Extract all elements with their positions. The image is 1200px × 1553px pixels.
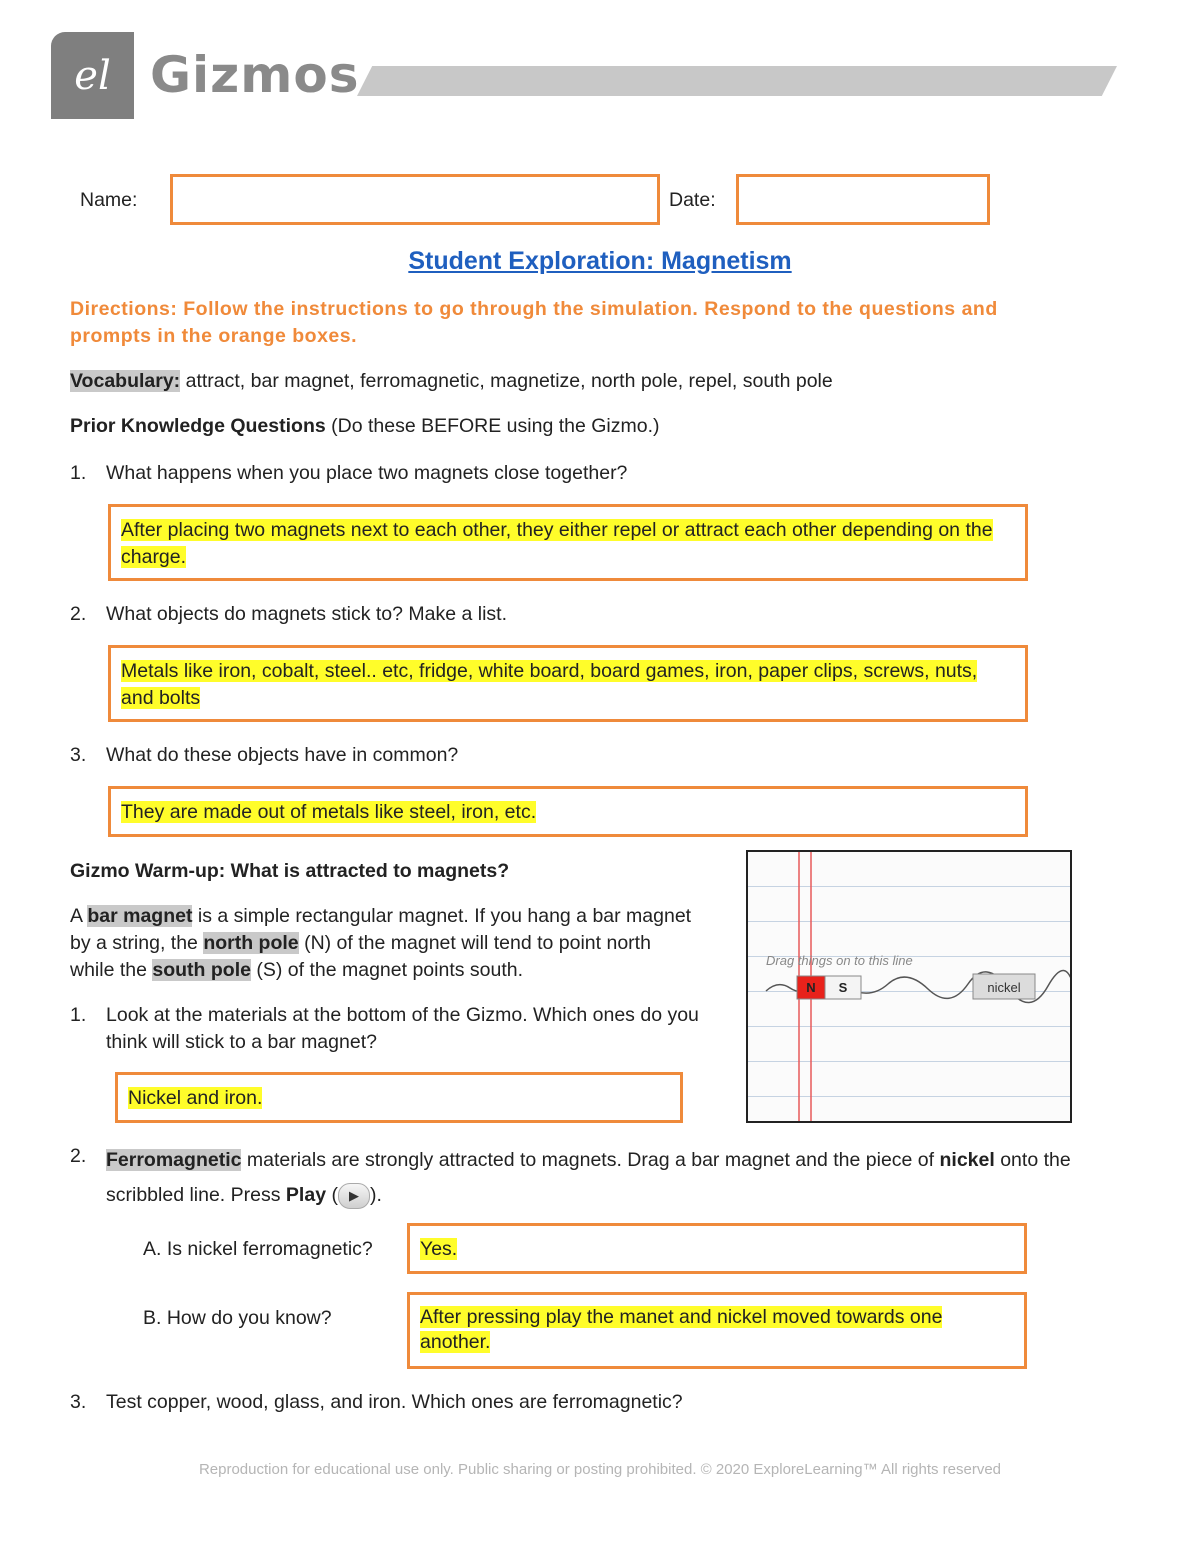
gizmo-screenshot	[746, 850, 1072, 1123]
logo-glyph: el	[74, 52, 111, 99]
term-nickel: nickel	[939, 1149, 995, 1171]
prior-knowledge-note: (Do these BEFORE using the Gizmo.)	[325, 415, 660, 437]
pk-q3-answer-box[interactable]	[108, 786, 1028, 837]
wu-q2b-answer: After pressing play the manet and nickel moved towards one another.	[420, 1306, 943, 1353]
nickel-label: nickel	[987, 980, 1021, 995]
wu-q1-answer-box[interactable]	[115, 1072, 683, 1123]
term-ferromagnetic: Ferromagnetic	[106, 1149, 242, 1171]
pk-q3-text: What do these objects have in common?	[106, 744, 459, 766]
wu-q2-text	[106, 1143, 1106, 1213]
pk-q1-text: What happens when you place two magnets close together?	[106, 462, 628, 484]
intro-part-2: is a simple rectangular magnet. If you hang a bar magnet by a string, the	[70, 905, 692, 954]
wu-q1-answer: Nickel and iron.	[128, 1087, 263, 1109]
pk-q3-answer: They are made out of metals like steel, iron, etc.	[121, 801, 537, 823]
wu-q2-text-2: onto the scribbled line. Press	[106, 1149, 1071, 1206]
drag-hint: Drag things on to this line	[766, 953, 913, 968]
wu-q1-number: 1.	[70, 1004, 87, 1026]
magnet-n-label: N	[806, 980, 816, 995]
wu-q2-number: 2.	[70, 1145, 87, 1167]
wu-q1-text: Look at the materials at the bottom of the Gizmo. Which ones do you think will stick to a bar magnet?	[106, 1004, 699, 1053]
warmup-heading	[70, 858, 720, 885]
intro-part-1: A	[70, 905, 88, 927]
pk-q2-answer-box[interactable]	[108, 645, 1028, 722]
play-icon: ▶	[338, 1183, 370, 1209]
pk-q1-answer: After placing two magnets next to each other, they either repel or attract each other depending on the charge.	[121, 519, 993, 568]
prior-knowledge-title: Prior Knowledge Questions	[70, 415, 326, 437]
wu-q2-text-3: (	[326, 1184, 338, 1206]
term-north-pole: north pole	[203, 932, 299, 954]
footer-copyright: Reproduction for educational use only. Public sharing or posting prohibited. © 2020 ExploreLearning™ All rights reserved	[198, 1461, 1002, 1478]
pk-q3-number: 3.	[70, 744, 87, 766]
term-south-pole: south pole	[152, 959, 251, 981]
vocabulary-label: Vocabulary:	[70, 370, 181, 392]
name-label: Name:	[80, 189, 138, 211]
wu-q2-text-1: materials are strongly attracted to magnets. Drag a bar magnet and the piece of	[241, 1149, 940, 1171]
wu-q3-number: 3.	[70, 1391, 87, 1413]
intro-part-3: (N) of the magnet will tend to point north while the	[70, 932, 651, 981]
prior-knowledge-heading	[70, 413, 1130, 440]
date-field[interactable]	[736, 174, 990, 225]
pk-q1-number: 1.	[70, 462, 87, 484]
pk-q2-text: What objects do magnets stick to? Make a list.	[106, 603, 508, 625]
wu-q2a-label: A. Is nickel ferromagnetic?	[143, 1238, 373, 1260]
term-bar-magnet: bar magnet	[87, 905, 193, 927]
header-bar	[357, 66, 1117, 96]
explorelearning-logo	[51, 32, 134, 119]
wu-q2b-answer-box[interactable]	[407, 1292, 1027, 1369]
pk-q1-answer-box[interactable]	[108, 504, 1028, 581]
wu-q2-text-4: ).	[369, 1184, 382, 1206]
vocabulary-list: attract, bar magnet, ferromagnetic, magnetize, north pole, repel, south pole	[180, 370, 833, 392]
warmup-intro	[70, 903, 700, 984]
wu-q2b-label: B. How do you know?	[143, 1307, 332, 1329]
wu-q3-text: Test copper, wood, glass, and iron. Which ones are ferromagnetic?	[106, 1391, 683, 1413]
brand-name: Gizmos	[150, 46, 360, 104]
page-title: Student Exploration: Magnetism	[408, 247, 792, 275]
wu-q2a-answer-box[interactable]	[407, 1223, 1027, 1274]
term-play: Play	[285, 1184, 327, 1206]
wu-q2a-answer: Yes.	[420, 1238, 458, 1260]
date-label: Date:	[669, 189, 716, 211]
vocabulary	[70, 368, 1130, 395]
warmup-heading-text: Gizmo Warm-up: What is attracted to magnets?	[70, 860, 510, 882]
name-field[interactable]	[170, 174, 660, 225]
pk-q2-number: 2.	[70, 603, 87, 625]
magnet-s-label: S	[838, 980, 848, 995]
directions: Directions: Follow the instructions to go through the simulation. Respond to the questions and prompts in the orange boxes.	[70, 298, 998, 347]
pk-q2-answer: Metals like iron, cobalt, steel.. etc, fridge, white board, board games, iron, paper clips, screws, nuts, and bolts	[121, 660, 978, 709]
intro-part-4: (S) of the magnet points south.	[250, 959, 524, 981]
